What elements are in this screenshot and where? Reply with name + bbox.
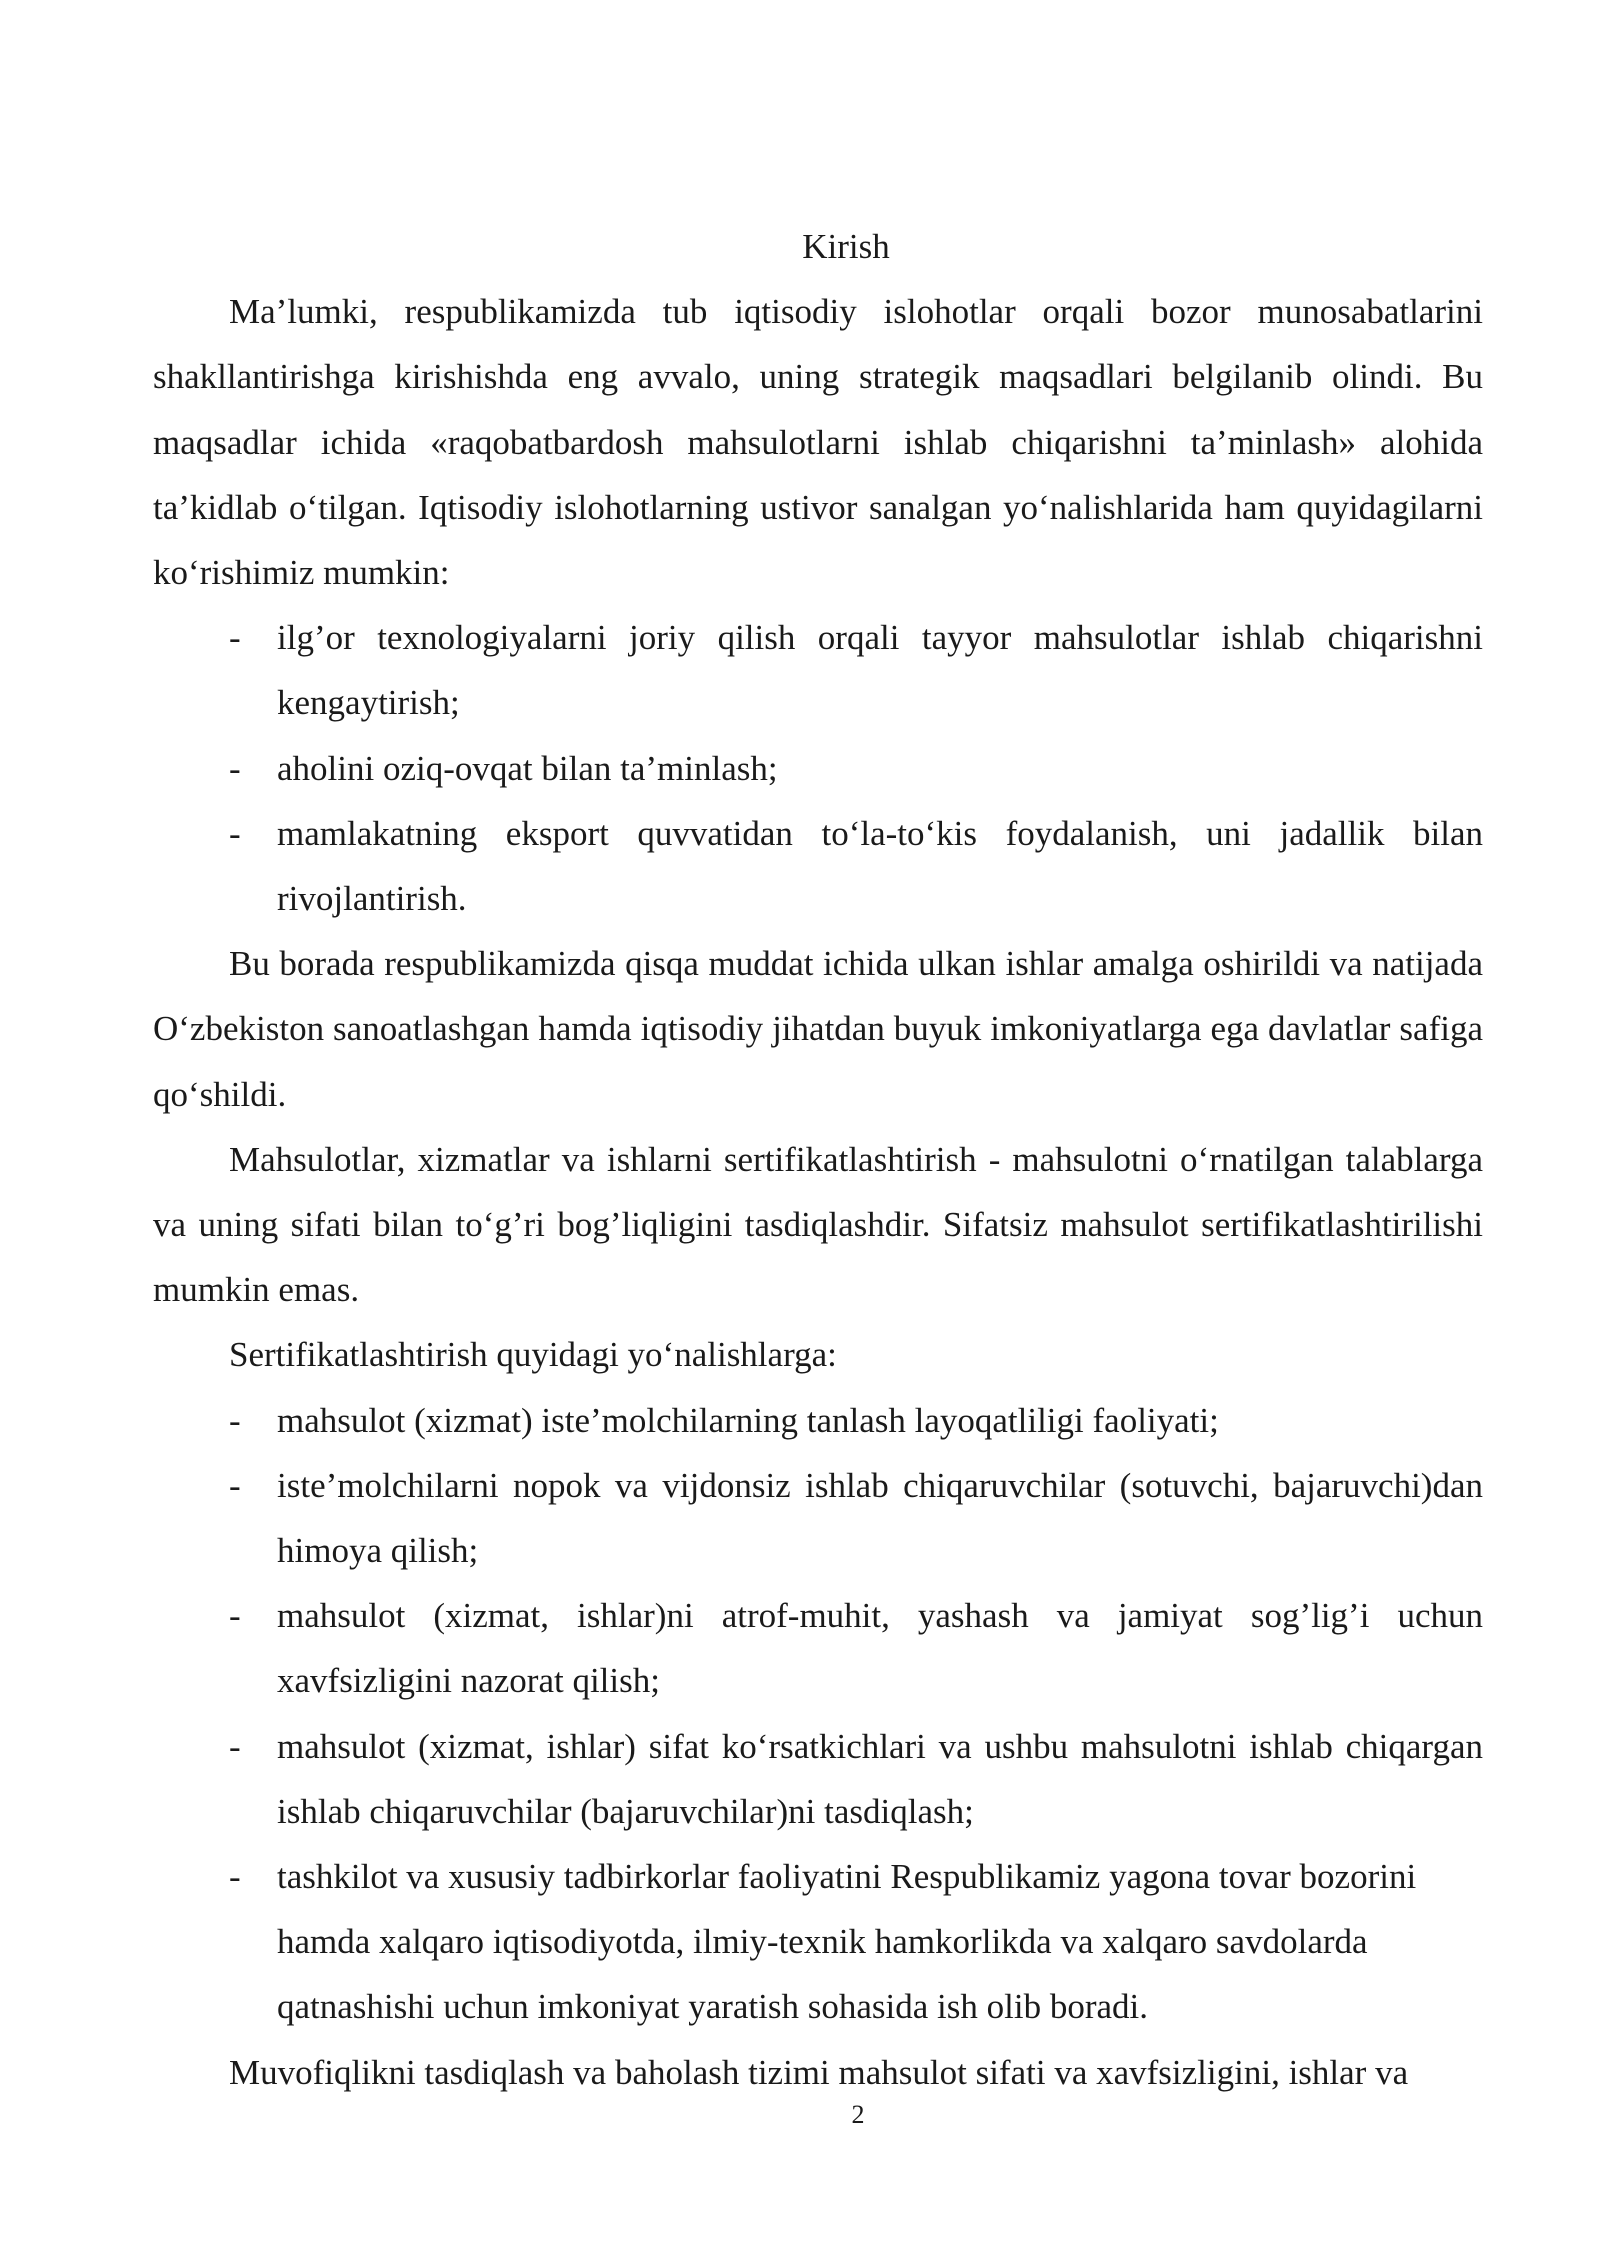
paragraph-intro: Ma’lumki, respublikamizda tub iqtisodiy islohotlar orqali bozor munosabatlarini shakllantirishga kirishishda eng avvalo, uning strategik maqsadlari belgilanib olindi. Bu maqsadlar ichida «raqobatbardosh mahsulotlarni ishlab chiqarishni ta’minlash» alohida ta’kidlab o‘tilgan. Iqtisodiy islohotlarning ustivor sanalgan yo‘nalishlarida ham quyidagilarni ko‘rishimiz mumkin: [153,292,1483,593]
list-item-text: aholini oziq-ovqat bilan ta’minlash; [277,748,778,788]
dash-marker: - [229,748,241,788]
list-item-text: mahsulot (xizmat) iste’molchilarning tanlash layoqatliligi faoliyati; [277,1400,1219,1440]
list-item [153,1388,1483,1453]
paragraph-conformity: Muvofiqlikni tasdiqlash va baholash tizimi mahsulot sifati va xavfsizligini, ishlar va [229,2052,1409,2092]
document-body [153,214,1483,2105]
list-item-text: tashkilot va xususiy tadbirkorlar faoliyatini Respublikamiz yagona tovar bozorini hamda xalqaro iqtisodiyotda, ilmiy-texnik hamkorlikda va xalqaro savdolarda qatnashishi uchun imkoniyat yaratish sohasida ish olib boradi. [277,1857,1417,2027]
dash-marker: - [229,1726,241,1766]
page-number: 2 [851,2100,865,2129]
dash-marker: - [229,1465,241,1505]
bullet-list-priorities [153,605,1483,931]
paragraph-directions: Sertifikatlashtirish quyidagi yo‘nalishlarga: [229,1335,837,1375]
paragraph-results: Bu borada respublikamizda qisqa muddat ichida ulkan ishlar amalga oshirildi va natijada O‘zbekiston sanoatlashgan hamda iqtisodiy jihatdan buyuk imkoniyatlarga ega davlatlar safiga qo‘shildi. [153,944,1483,1114]
list-item [153,736,1483,801]
dash-marker: - [229,1857,241,1897]
list-item [153,801,1483,931]
list-item-text: mamlakatning eksport quvvatidan to‘la-to‘kis foydalanish, uni jadallik bilan rivojlantirish. [277,813,1483,919]
paragraph-certification: Mahsulotlar, xizmatlar va ishlarni sertifikatlashtirish - mahsulotni o‘rnatilgan talablarga va uning sifati bilan to‘g’ri bog’liqligini tasdiqlashdir. Sifatsiz mahsulot sertifikatlashtirilishi mumkin emas. [153,1139,1483,1310]
dash-marker: - [229,618,241,658]
list-item-text: ilg’or texnologiyalarni joriy qilish orqali tayyor mahsulotlar ishlab chiqarishni kengaytirish; [277,618,1483,723]
section-title: Kirish [802,227,890,266]
list-item [153,1453,1483,1583]
dash-marker: - [229,813,241,853]
list-item [153,1583,1483,1713]
list-item-text: iste’molchilarni nopok va vijdonsiz ishlab chiqaruvchilar (sotuvchi, bajaruvchi)dan himoya qilish; [277,1465,1483,1571]
dash-marker: - [229,1596,241,1636]
list-item-text: mahsulot (xizmat, ishlar)ni atrof-muhit, yashash va jamiyat sog’lig’i uchun xavfsizligini nazorat qilish; [277,1596,1483,1701]
dash-marker: - [229,1400,241,1440]
list-item [153,1714,1483,1844]
bullet-list-directions [153,1388,1483,2040]
list-item [153,605,1483,735]
list-item-text: mahsulot (xizmat, ishlar) sifat ko‘rsatkichlari va ushbu mahsulotni ishlab chiqargan ishlab chiqaruvchilar (bajaruvchilar)ni tasdiqlash; [277,1726,1483,1831]
list-item [153,1844,1483,2040]
